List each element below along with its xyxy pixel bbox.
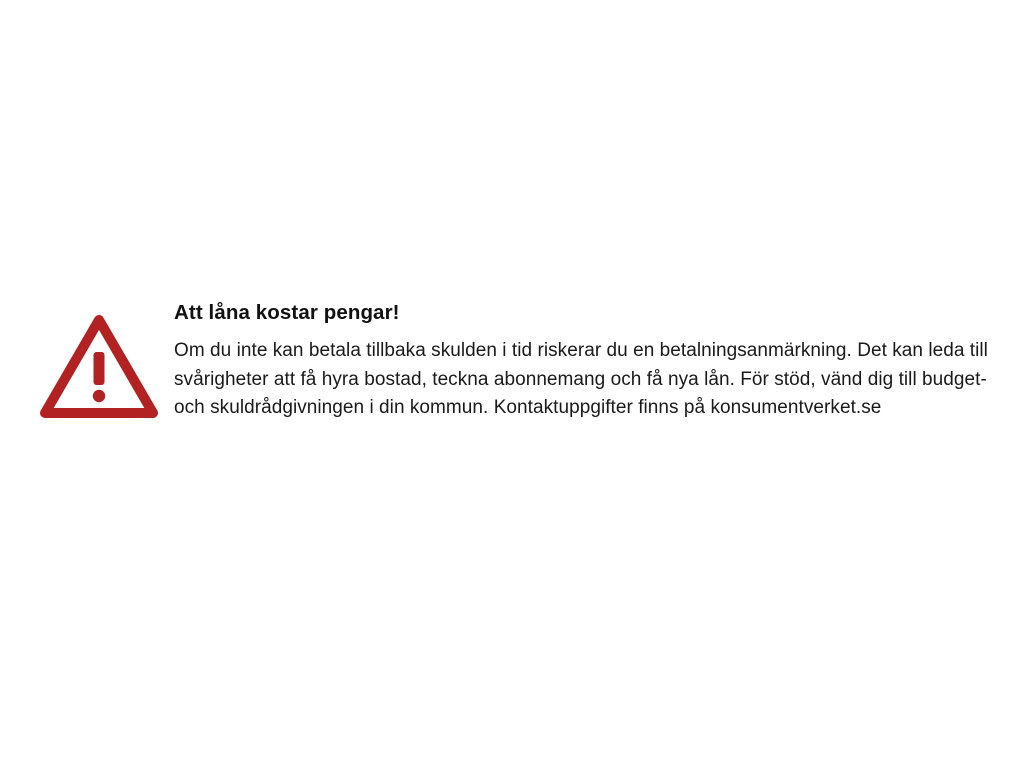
warning-triangle-exclamation-icon	[40, 314, 158, 423]
loan-cost-warning-block	[24, 300, 1000, 423]
warning-body-text: Om du inte kan betala tillbaka skulden i tid riskerar du en betalningsanmärkning. Det kan leda till svårigheter att få hyra bostad, teckna abonnemang och få nya lån. För stöd, vänd dig till budget- och skuldrådgivningen i din kommun. Kontaktuppgifter finns på konsumentverket.se	[174, 339, 988, 419]
warning-icon-column	[24, 300, 174, 423]
warning-text-column	[174, 300, 1000, 423]
warning-heading: Att låna kostar pengar!	[174, 301, 400, 324]
